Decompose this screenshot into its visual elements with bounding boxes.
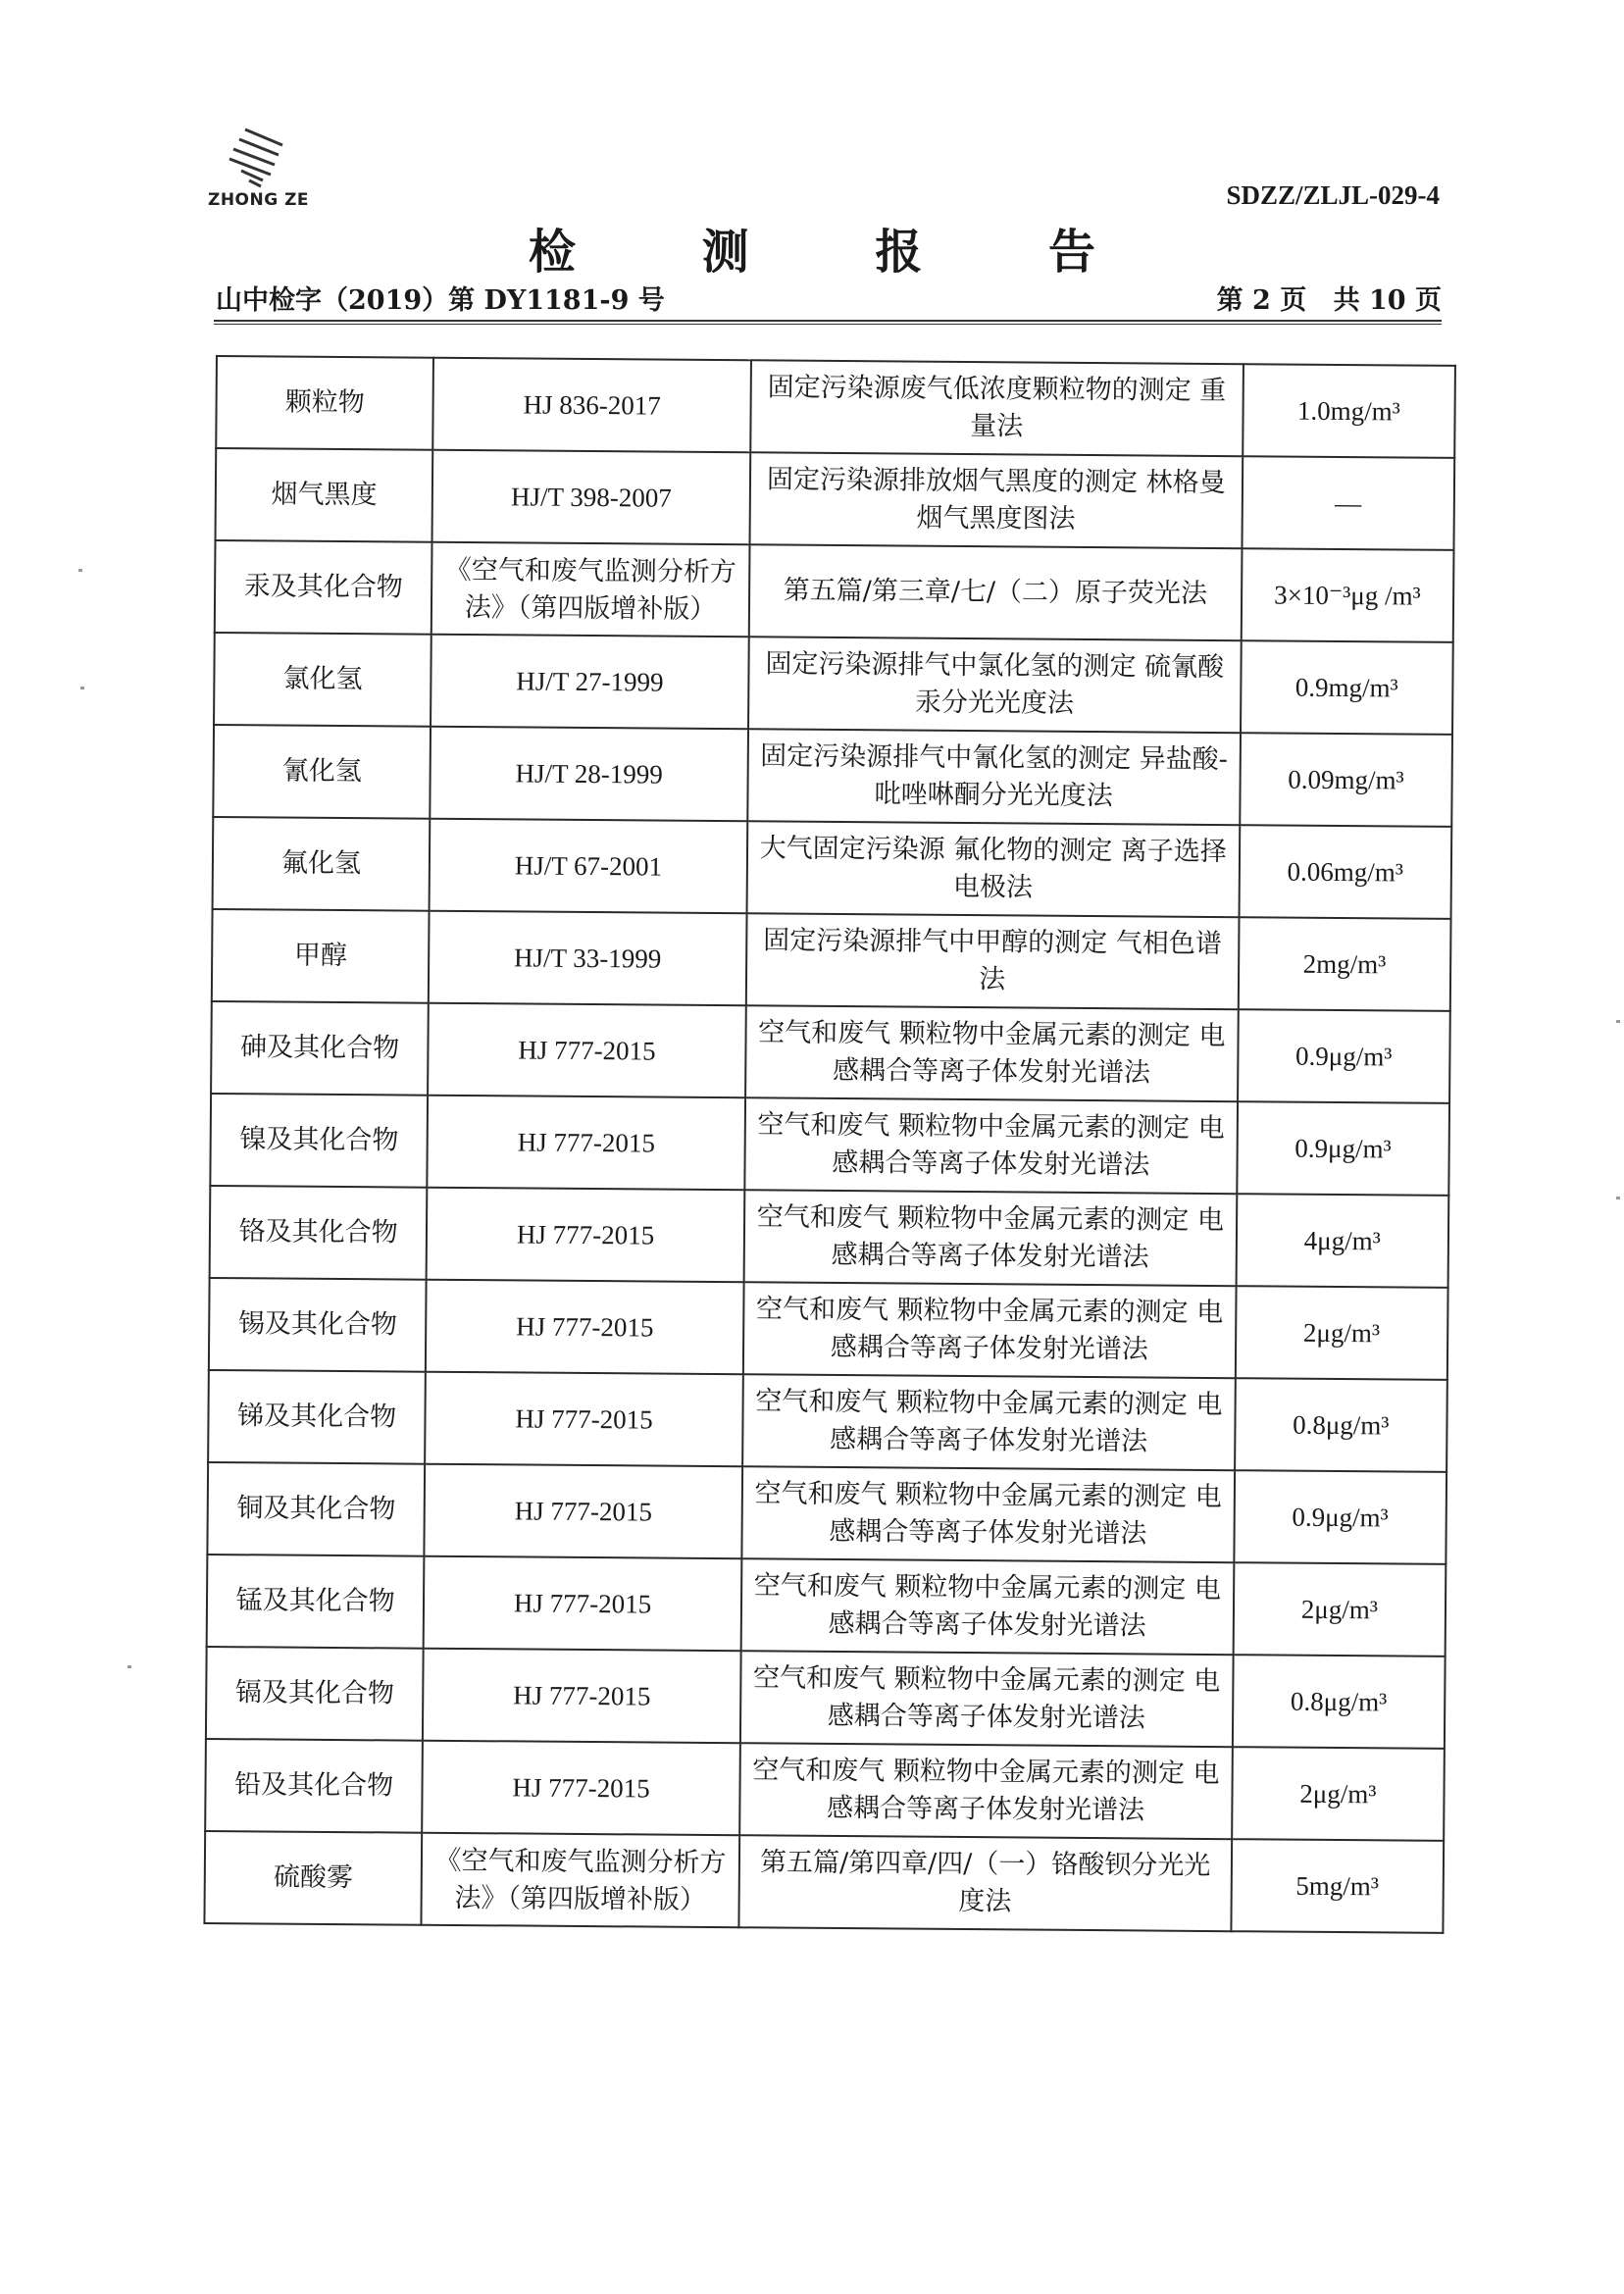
detection-limit-cell: 5mg/m³ bbox=[1231, 1839, 1444, 1933]
standard-cell: HJ 777-2015 bbox=[426, 1280, 743, 1375]
page-info bbox=[1199, 279, 1442, 317]
standard-cell: HJ 777-2015 bbox=[425, 1464, 742, 1559]
logo-text: ZHONG ZE bbox=[208, 190, 310, 210]
table-row bbox=[215, 540, 1454, 642]
method-cell: 固定污染源废气低浓度颗粒物的测定 重量法 bbox=[750, 360, 1243, 456]
scan-speck bbox=[1616, 1197, 1620, 1199]
method-cell: 大气固定污染源 氟化物的测定 离子选择电极法 bbox=[746, 821, 1240, 917]
item-cell: 砷及其化合物 bbox=[211, 1001, 429, 1096]
table-row bbox=[205, 1739, 1445, 1841]
item-cell: 氰化氢 bbox=[213, 725, 431, 819]
detection-limit-cell: 0.9mg/m³ bbox=[1241, 640, 1453, 735]
standard-cell: HJ 836-2017 bbox=[433, 358, 751, 453]
table-row bbox=[204, 1831, 1444, 1933]
table-row bbox=[207, 1555, 1446, 1657]
detection-limit-cell: 0.9μg/m³ bbox=[1234, 1470, 1446, 1564]
detection-limit-cell: 0.8μg/m³ bbox=[1235, 1378, 1447, 1472]
detection-limit-cell: 0.9μg/m³ bbox=[1238, 1009, 1450, 1103]
method-cell: 固定污染源排气中氯化氢的测定 硫氰酸汞分光光度法 bbox=[748, 637, 1242, 733]
header-rule-thin bbox=[214, 324, 1442, 325]
item-cell: 氟化氢 bbox=[213, 817, 431, 911]
detection-limit-cell: 1.0mg/m³ bbox=[1243, 364, 1455, 458]
detection-limit-cell: 2μg/m³ bbox=[1233, 1562, 1446, 1657]
detection-methods-table bbox=[203, 355, 1456, 1934]
standard-cell: HJ 777-2015 bbox=[428, 1096, 745, 1191]
standard-cell: HJ 777-2015 bbox=[428, 1003, 745, 1098]
method-cell: 空气和废气 颗粒物中金属元素的测定 电感耦合等离子体发射光谱法 bbox=[740, 1558, 1234, 1655]
detection-limit-cell: 0.09mg/m³ bbox=[1240, 733, 1452, 827]
item-cell: 铜及其化合物 bbox=[207, 1462, 425, 1556]
item-cell: 铬及其化合物 bbox=[210, 1186, 428, 1280]
page-total: 共 10 页 bbox=[1333, 285, 1442, 316]
table-row bbox=[212, 909, 1451, 1011]
method-cell: 空气和废气 颗粒物中金属元素的测定 电感耦合等离子体发射光谱法 bbox=[741, 1466, 1235, 1562]
detection-limit-cell: 2mg/m³ bbox=[1238, 917, 1450, 1011]
standard-cell: HJ 777-2015 bbox=[424, 1556, 741, 1652]
detection-limit-cell: 2μg/m³ bbox=[1232, 1747, 1445, 1841]
table-row bbox=[210, 1186, 1449, 1288]
detection-limit-cell: 3×10⁻³μg /m³ bbox=[1241, 548, 1453, 642]
item-cell: 锰及其化合物 bbox=[207, 1555, 425, 1649]
standard-cell: HJ 777-2015 bbox=[423, 1649, 740, 1744]
table-row bbox=[214, 633, 1453, 735]
standard-cell: 《空气和废气监测分析方法》（第四版增补版） bbox=[431, 542, 749, 637]
detection-limit-cell: 2μg/m³ bbox=[1236, 1286, 1448, 1380]
item-cell: 汞及其化合物 bbox=[215, 540, 432, 635]
method-cell: 空气和废气 颗粒物中金属元素的测定 电感耦合等离子体发射光谱法 bbox=[740, 1651, 1234, 1747]
item-cell: 锑及其化合物 bbox=[208, 1370, 426, 1464]
scan-speck bbox=[1616, 1020, 1620, 1023]
method-cell: 空气和废气 颗粒物中金属元素的测定 电感耦合等离子体发射光谱法 bbox=[745, 1005, 1239, 1101]
table-row bbox=[210, 1094, 1449, 1196]
item-cell: 硫酸雾 bbox=[204, 1831, 422, 1925]
standard-cell: HJ 777-2015 bbox=[423, 1741, 740, 1836]
detection-limit-cell: — bbox=[1242, 456, 1454, 550]
table-row bbox=[211, 1001, 1450, 1103]
table-row bbox=[216, 356, 1455, 458]
standard-cell: HJ/T 28-1999 bbox=[431, 727, 748, 822]
table-row bbox=[209, 1278, 1448, 1380]
item-cell: 镉及其化合物 bbox=[206, 1647, 424, 1741]
method-cell: 空气和废气 颗粒物中金属元素的测定 电感耦合等离子体发射光谱法 bbox=[743, 1282, 1237, 1378]
scan-speck bbox=[80, 687, 84, 689]
standard-cell: HJ/T 33-1999 bbox=[429, 911, 746, 1006]
item-cell: 颗粒物 bbox=[216, 356, 433, 450]
page-current: 第 2 页 bbox=[1216, 285, 1307, 316]
method-cell: 固定污染源排气中氰化氢的测定 异盐酸-吡唑啉酮分光光度法 bbox=[747, 729, 1241, 825]
table-row bbox=[213, 817, 1452, 919]
method-cell: 第五篇/第四章/四/（一）铬酸钡分光光度法 bbox=[738, 1835, 1232, 1931]
scan-speck bbox=[127, 1665, 131, 1668]
detection-limit-cell: 0.06mg/m³ bbox=[1239, 825, 1451, 919]
report-number: 山中检字（2019）第 DY1181-9 号 bbox=[216, 285, 665, 316]
method-cell: 空气和废气 颗粒物中金属元素的测定 电感耦合等离子体发射光谱法 bbox=[744, 1097, 1238, 1194]
detection-limit-cell: 0.8μg/m³ bbox=[1233, 1655, 1446, 1749]
table-row bbox=[207, 1462, 1446, 1564]
item-cell: 锡及其化合物 bbox=[209, 1278, 427, 1372]
table-row bbox=[208, 1370, 1447, 1472]
item-cell: 镍及其化合物 bbox=[210, 1094, 428, 1188]
detection-limit-cell: 0.9μg/m³ bbox=[1237, 1101, 1449, 1196]
method-cell: 空气和废气 颗粒物中金属元素的测定 电感耦合等离子体发射光谱法 bbox=[739, 1743, 1233, 1839]
table-row bbox=[206, 1647, 1446, 1749]
item-cell: 甲醇 bbox=[212, 909, 430, 1003]
method-cell: 固定污染源排气中甲醇的测定 气相色谱法 bbox=[746, 913, 1240, 1009]
method-cell: 空气和废气 颗粒物中金属元素的测定 电感耦合等离子体发射光谱法 bbox=[742, 1374, 1236, 1470]
standard-cell: HJ 777-2015 bbox=[427, 1188, 744, 1283]
standard-cell: HJ/T 27-1999 bbox=[431, 635, 748, 730]
table-row bbox=[216, 448, 1455, 550]
standard-cell: 《空气和废气监测分析方法》（第四版增补版） bbox=[422, 1833, 739, 1928]
detection-limit-cell: 4μg/m³ bbox=[1236, 1194, 1448, 1288]
method-cell: 固定污染源排放烟气黑度的测定 林格曼烟气黑度图法 bbox=[749, 452, 1243, 548]
item-cell: 氯化氢 bbox=[214, 633, 431, 727]
standard-cell: HJ/T 67-2001 bbox=[430, 819, 747, 914]
item-cell: 铅及其化合物 bbox=[205, 1739, 423, 1833]
method-cell: 第五篇/第三章/七/（二）原子荧光法 bbox=[749, 544, 1243, 640]
method-cell: 空气和废气 颗粒物中金属元素的测定 电感耦合等离子体发射光谱法 bbox=[743, 1190, 1237, 1286]
standard-cell: HJ 777-2015 bbox=[426, 1372, 743, 1467]
document-code: SDZZ/ZLJL-029-4 bbox=[1226, 180, 1440, 210]
item-cell: 烟气黑度 bbox=[216, 448, 433, 542]
table-row bbox=[213, 725, 1452, 827]
standard-cell: HJ/T 398-2007 bbox=[432, 450, 750, 545]
header-rule bbox=[214, 320, 1442, 322]
page-title: 检 测 报 告 bbox=[528, 225, 1151, 280]
scan-speck bbox=[78, 569, 82, 572]
